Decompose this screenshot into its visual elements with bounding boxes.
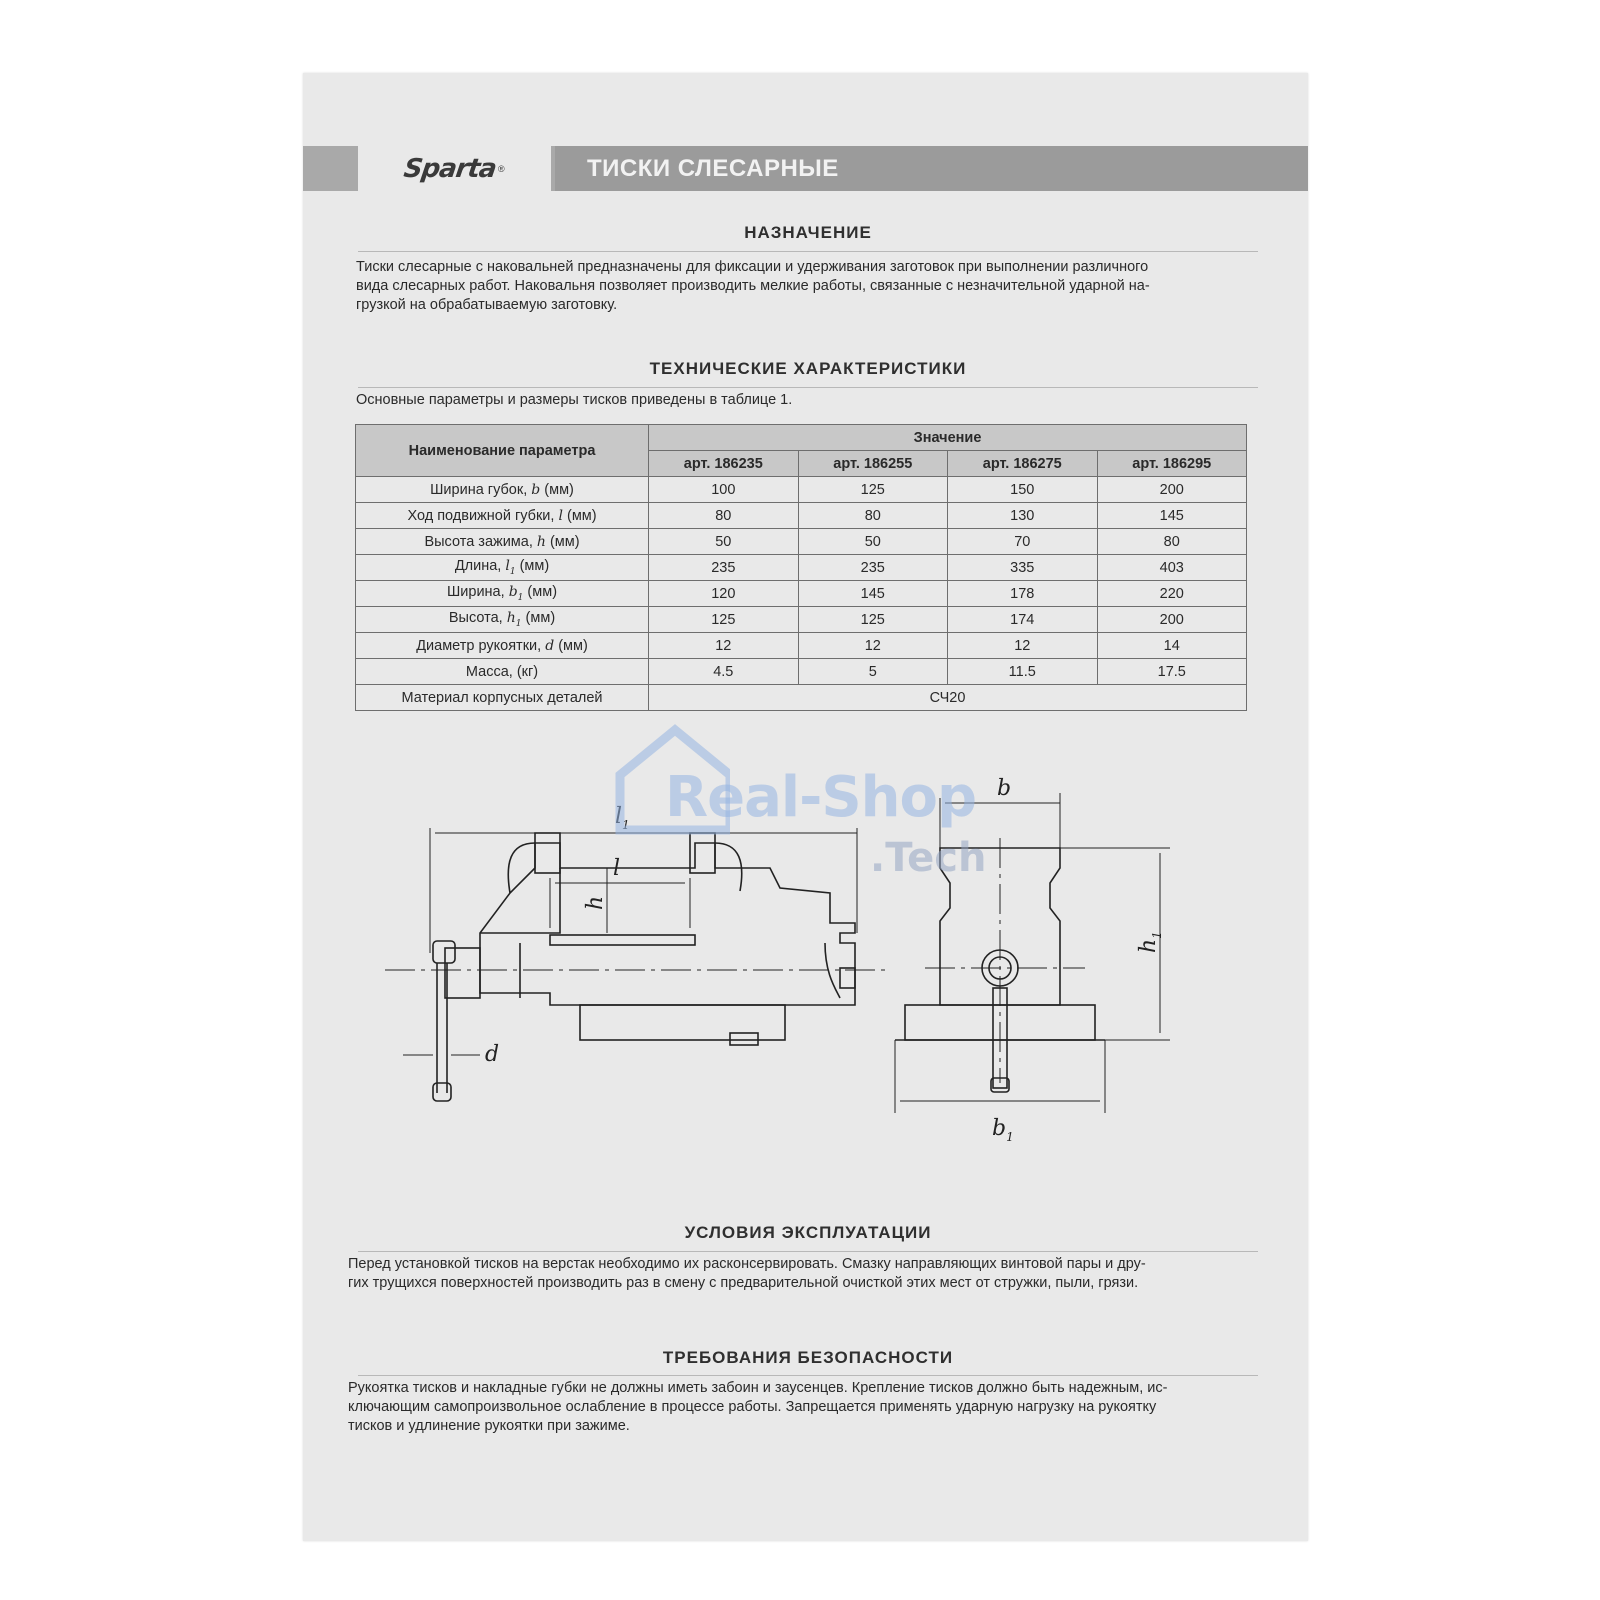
value-cell: 120 [649,581,798,607]
value-cell: 178 [948,581,1097,607]
value-cell: 403 [1097,555,1247,581]
material-name: Материал корпусных деталей [356,685,649,711]
dim-label-l: l [613,856,621,881]
param-unit: (мм) [558,637,588,654]
safety-line: тисков и удлинение рукоятки при зажиме. [348,1418,630,1434]
watermark-line2: .Tech [870,835,987,881]
value-cell: 50 [649,529,798,555]
purpose-text [356,258,1261,315]
dimension-labels [485,776,1164,1144]
value-cell: 5 [798,659,947,685]
param-name-cell [356,607,649,633]
safety-heading: ТРЕБОВАНИЯ БЕЗОПАСНОСТИ [662,1348,954,1367]
purpose-line: грузкой на обрабатываемую заготовку. [356,297,618,313]
value-cell: 125 [649,607,798,633]
value-cell: 80 [798,503,947,529]
specs-table [355,424,1247,711]
value-header: Значение [649,425,1247,451]
table-row [356,529,1247,555]
param-name: Диаметр рукоятки, [416,637,542,654]
dim-label-l1: $l_1$ [615,804,630,832]
operation-line: гих трущихся поверхностей производить раз в смену с предварительной очисткой этих мест от стружки, пыли, грязи. [348,1275,1139,1291]
dim-label-h: h [583,895,608,910]
param-unit: (мм) [544,481,574,498]
value-cell: 150 [948,477,1097,503]
table-body [356,477,1247,711]
param-symbol [505,558,516,577]
param-name-cell [356,477,649,503]
value-cell: 125 [798,607,947,633]
param-name-cell [356,555,649,581]
param-name: Высота зажима, [424,533,533,550]
value-cell: 235 [649,555,798,581]
specs-intro: Основные параметры и размеры тисков приведены в таблице 1. [356,392,793,408]
value-cell: 11.5 [948,659,1097,685]
value-cell: 220 [1097,581,1247,607]
param-symbol [558,508,562,524]
table-row [356,477,1247,503]
article-header: арт. 186255 [798,451,947,477]
value-cell: 125 [798,477,947,503]
param-symbol [531,482,540,498]
page-title: ТИСКИ СЛЕСАРНЫЕ [587,154,839,182]
dim-label-d: d [485,1042,500,1067]
watermark-line1: Real-Shop [665,765,977,830]
param-symbol-sub: 1 [517,592,524,603]
param-symbol [537,534,546,550]
value-cell: 145 [798,581,947,607]
vise-drawing [385,743,1225,1203]
specs-heading: ТЕХНИЧЕСКИЕ ХАРАКТЕРИСТИКИ [649,359,967,378]
safety-rule [358,1375,1258,1376]
param-name-cell [356,633,649,659]
purpose-line: Тиски слесарные с наковальней предназначены для фиксации и удерживания заготовок при выполнении различного [356,259,1149,275]
value-cell: 130 [948,503,1097,529]
param-symbol-letter: d [545,637,555,654]
param-name-cell [356,659,649,685]
param-name-cell [356,581,649,607]
dim-label-b: b [997,776,1012,801]
registered-mark: ® [498,163,505,174]
value-cell: 200 [1097,607,1247,633]
value-cell: 200 [1097,477,1247,503]
param-symbol [545,638,554,654]
param-name: Ширина губок, [430,481,528,498]
param-name-cell [356,503,649,529]
value-cell: 235 [798,555,947,581]
specs-rule [358,387,1258,388]
param-name: Высота, [448,610,503,627]
param-unit: (мм) [566,507,597,524]
value-cell: 80 [649,503,798,529]
table-row [356,581,1247,607]
article-header: арт. 186275 [948,451,1097,477]
material-value: СЧ20 [649,685,1247,711]
param-symbol-sub: 1 [515,618,522,629]
value-cell: 17.5 [1097,659,1247,685]
param-symbol-letter: h [536,533,546,550]
param-unit: (мм) [549,533,580,550]
safety-line: Рукоятка тисков и накладные губки не должны иметь забоин и заусенцев. Крепление тисков должно быть надежным, ис- [348,1380,1168,1396]
table-row [356,633,1247,659]
purpose-rule [358,251,1258,252]
param-symbol-letter: b [531,481,541,498]
value-cell: 12 [798,633,947,659]
operation-text [348,1255,1253,1293]
value-cell: 12 [649,633,798,659]
material-row [356,685,1247,711]
purpose-line: вида слесарных работ. Наковальня позволяет производить мелкие работы, связанные с незначительной ударной на- [356,278,1150,294]
article-header: арт. 186235 [649,451,798,477]
param-symbol-letter: h [506,610,516,627]
operation-heading: УСЛОВИЯ ЭКСПЛУАТАЦИИ [684,1223,932,1242]
param-name: Длина, [454,558,502,575]
value-cell: 50 [798,529,947,555]
operation-rule [358,1251,1258,1252]
vise-side-view [385,828,885,1101]
table-row [356,607,1247,633]
dim-label-b1: $b_1$ [992,1116,1014,1144]
param-name: Масса, (кг) [465,663,539,680]
header-title-bar [555,146,1308,191]
article-header: арт. 186295 [1097,451,1247,477]
operation-line: Перед установкой тисков на верстак необходимо их расконсервировать. Смазку направляющих винтовой пары и дру- [348,1256,1146,1272]
table-row [356,555,1247,581]
value-cell: 145 [1097,503,1247,529]
value-cell: 14 [1097,633,1247,659]
value-cell: 80 [1097,529,1247,555]
value-cell: 4.5 [649,659,798,685]
table-row [356,659,1247,685]
safety-text [348,1379,1253,1436]
param-name: Ширина, [447,584,505,601]
param-symbol-letter: l [505,558,510,575]
param-unit: (мм) [519,558,550,575]
brand-logo-text: Sparta [402,153,499,184]
param-name-cell [356,529,649,555]
value-cell: 12 [948,633,1097,659]
param-symbol [506,610,522,629]
param-unit: (мм) [525,610,556,627]
value-cell: 174 [948,607,1097,633]
brand-logo [358,146,551,191]
purpose-heading: НАЗНАЧЕНИЕ [744,223,872,242]
safety-line: ключающим самопроизвольное ослабление в процессе работы. Запрещается применять ударную нагрузку на рукоятку [348,1399,1157,1415]
table-row [356,503,1247,529]
param-name: Ход подвижной губки, [407,507,555,524]
param-symbol [508,584,524,603]
table-header-row [356,425,1247,451]
param-symbol-sub: 1 [509,566,516,577]
param-symbol-letter: b [508,584,518,601]
param-symbol-letter: l [558,507,563,524]
value-cell: 335 [948,555,1097,581]
value-cell: 70 [948,529,1097,555]
document-sheet [303,73,1308,1541]
dim-label-h1: $h_1$ [1136,931,1164,953]
vise-front-view [895,793,1170,1113]
value-cell: 100 [649,477,798,503]
param-header: Наименование параметра [356,425,649,477]
param-unit: (мм) [527,584,558,601]
